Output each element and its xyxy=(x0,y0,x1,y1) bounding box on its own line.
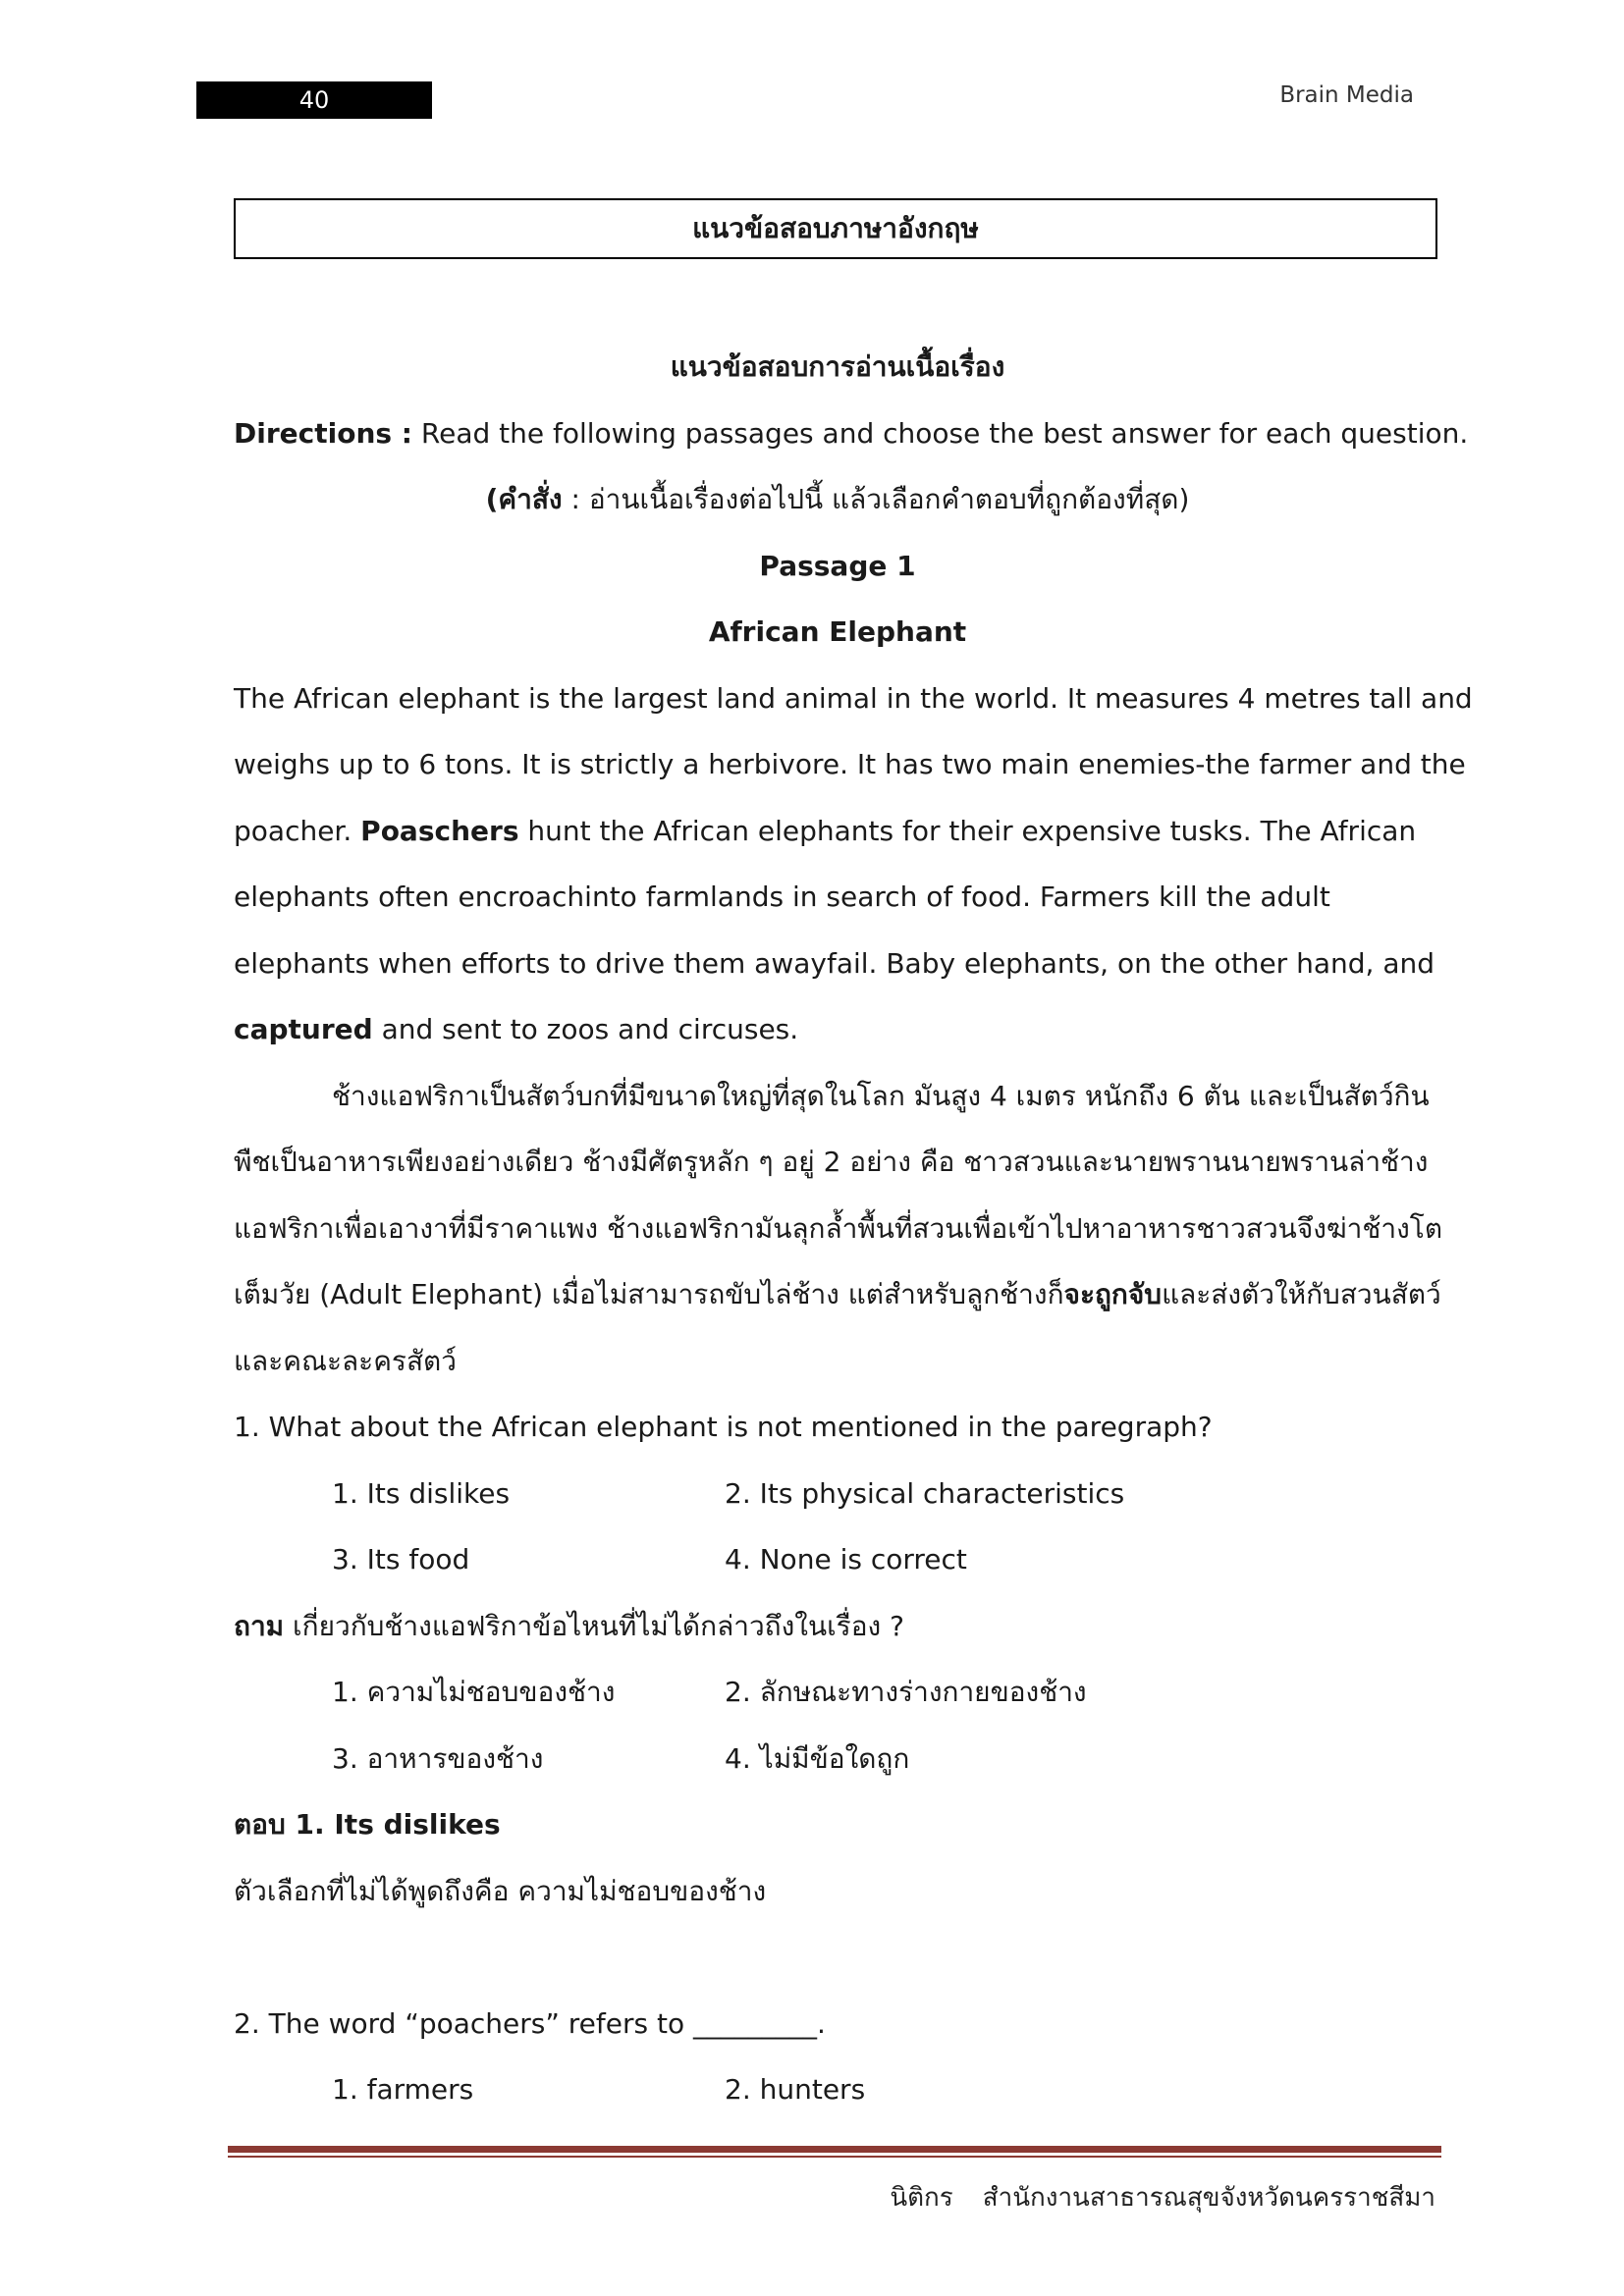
translation-line: และคณะละครสัตว์ xyxy=(234,1344,457,1377)
directions-label: Directions : xyxy=(234,416,412,450)
options-row xyxy=(234,1659,1441,1726)
footer-office: สำนักงานสาธารณสุขจังหวัดนครราชสีมา xyxy=(982,2183,1435,2213)
directions-thai xyxy=(234,466,1441,533)
footer-rule-thin xyxy=(228,2156,1441,2158)
question-thai-label: ถาม xyxy=(234,1609,285,1642)
publisher-name: Brain Media xyxy=(1279,82,1414,108)
passage-title: African Elephant xyxy=(708,615,967,648)
option: 1. farmers xyxy=(332,2073,474,2106)
footer-rule xyxy=(228,2146,1441,2153)
options-row xyxy=(234,2056,1441,2123)
spacer xyxy=(234,1924,1441,1991)
passage-line: elephants when efforts to drive them awayfail. Baby elephants, on the other hand, and xyxy=(234,946,1435,980)
translation-text: และส่งตัวให้กับสวนสัตว์ xyxy=(1162,1278,1441,1310)
passage-line xyxy=(234,996,1441,1063)
question-1-thai xyxy=(234,1593,1441,1660)
page-title: แนวข้อสอบภาษาอังกฤษ xyxy=(234,198,1437,259)
document-body xyxy=(234,334,1473,2123)
question-1: 1. What about the African elephant is not mentioned in the paregraph? xyxy=(234,1411,1213,1443)
directions-thai-text: : อ่านเนื้อเรื่องต่อไปนี้ แล้วเลือกคำตอบที่ถูกต้องที่สุด) xyxy=(562,483,1190,515)
translation-line: ช้างแอฟริกาเป็นสัตว์บกที่มีขนาดใหญ่ที่สุดในโลก มันสูง 4 เมตร หนักถึง 6 ตัน และเป็นสัตว์กิน xyxy=(332,1079,1430,1112)
passage-text: and sent to zoos and circuses. xyxy=(372,1013,799,1045)
passage-text: poacher. xyxy=(234,814,361,847)
passage-keyword: captured xyxy=(234,1013,373,1045)
answer-explanation: ตัวเลือกที่ไม่ได้พูดถึงคือ ความไม่ชอบของช้าง xyxy=(234,1874,767,1907)
options-row xyxy=(234,1526,1441,1593)
translation-line xyxy=(234,1261,1441,1328)
passage-line: The African elephant is the largest land animal in the world. It measures 4 metres tall and xyxy=(234,681,1473,715)
passage-keyword: Poaschers xyxy=(360,814,519,847)
option: 1. ความไม่ชอบของช้าง xyxy=(332,1676,616,1708)
options-row xyxy=(234,1726,1441,1792)
passage-line: weighs up to 6 tons. It is strictly a herbivore. It has two main enemies-the farmer and the xyxy=(234,748,1466,780)
option: 2. hunters xyxy=(725,2073,866,2106)
option: 2. ลักษณะทางร่างกายของช้าง xyxy=(725,1676,1087,1708)
section-heading: แนวข้อสอบการอ่านเนื้อเรื่อง xyxy=(670,350,1005,383)
option: 3. Its food xyxy=(332,1543,470,1575)
directions-thai-label: คำสั่ง xyxy=(498,483,563,515)
translation-line: แอฟริกาเพื่อเอางาที่มีราคาแพง ช้างแอฟริกามันลุกล้ำพื้นที่สวนเพื่อเข้าไปหาอาหารชาวสวนจึงฆ่าช้างโต xyxy=(234,1211,1443,1245)
option: 3. อาหารของช้าง xyxy=(332,1741,544,1775)
option: 2. Its physical characteristics xyxy=(725,1476,1125,1510)
directions-text: Read the following passages and choose the best answer for each question. xyxy=(412,416,1469,450)
answer: ตอบ 1. Its dislikes xyxy=(234,1808,501,1841)
page-number: 40 xyxy=(196,81,432,119)
passage-number: Passage 1 xyxy=(759,549,916,582)
passage-text: hunt the African elephants for their expensive tusks. The African xyxy=(518,814,1417,847)
option: 1. Its dislikes xyxy=(332,1476,511,1510)
options-row xyxy=(234,1461,1441,1527)
passage-line xyxy=(234,798,1441,865)
translation-text: เต็มวัย (Adult Elephant) เมื่อไม่สามารถขับไล่ช้าง แต่สำหรับลูกช้างก็ xyxy=(234,1278,1064,1310)
option: 4. ไม่มีข้อใดถูก xyxy=(725,1741,910,1775)
footer-author: นิติกร xyxy=(890,2183,953,2213)
question-thai-text: เกี่ยวกับช้างแอฟริกาข้อไหนที่ไม่ได้กล่าวถึงในเรื่อง ? xyxy=(284,1609,904,1642)
directions-thai-open: ( xyxy=(485,483,499,515)
footer xyxy=(687,2177,1435,2217)
directions xyxy=(234,400,1469,467)
passage-line: elephants often encroachinto farmlands in search of food. Farmers kill the adult xyxy=(234,881,1330,913)
option: 4. None is correct xyxy=(725,1543,967,1575)
translation-line: พืชเป็นอาหารเพียงอย่างเดียว ช้างมีศัตรูหลัก ๆ อยู่ 2 อย่าง คือ ชาวสวนและนายพรานนายพรานล่าช้าง xyxy=(234,1146,1429,1178)
translation-keyword: จะถูกจับ xyxy=(1063,1278,1163,1310)
question-2: 2. The word “poachers” refers to _________. xyxy=(234,2006,826,2040)
